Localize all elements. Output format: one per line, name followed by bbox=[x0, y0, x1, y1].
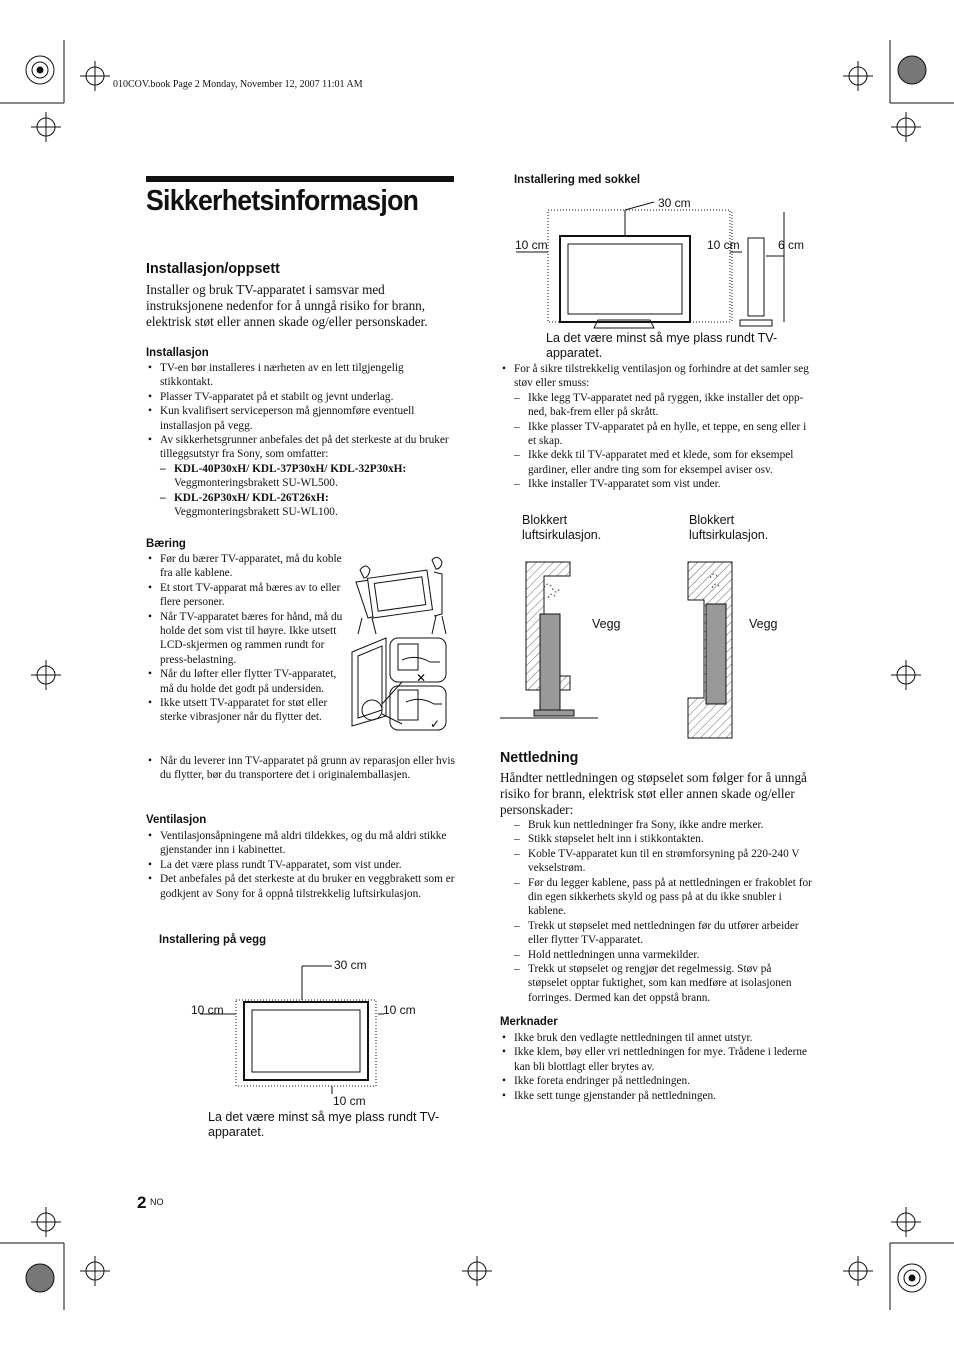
wall-top-label: 30 cm bbox=[334, 958, 367, 972]
model-bracket: Veggmonteringsbrakett SU-WL500. bbox=[174, 477, 338, 490]
power-intro: Håndter nettledningen og støpselet som følger for å unngå risiko for brann, elektrisk støt eller annen skade og/eller personskader: bbox=[500, 770, 807, 817]
stand-caption: La det være minst så mye plass rundt TV-apparatet. bbox=[546, 331, 778, 360]
list-item: – Stikk støpselet helt inn i stikkontakten. bbox=[500, 832, 812, 846]
file-info: 010COV.book Page 2 Monday, November 12, 2007 11:01 AM bbox=[113, 79, 363, 90]
page-title: Sikkerhetsinformasjon bbox=[146, 185, 419, 217]
list-item: – Bruk kun nettledninger fra Sony, ikke andre merker. bbox=[500, 818, 812, 832]
installasjon-heading: Installasjon bbox=[146, 345, 209, 359]
carrying-illustration bbox=[346, 552, 456, 732]
list-item: • Når du løfter eller flytter TV-apparatet, må du holde det godt på undersiden. bbox=[146, 667, 346, 696]
model-entry: – KDL-26P30xH/ KDL-26T26xH: Veggmonteringsbrakett SU-WL100. bbox=[160, 491, 338, 519]
wall-left-text: Vegg bbox=[592, 617, 621, 631]
model-bracket: Veggmonteringsbrakett SU-WL100. bbox=[174, 506, 338, 519]
wall-caption: La det være minst så mye plass rundt TV-apparatet. bbox=[208, 1110, 440, 1139]
list-item: • Før du bærer TV-apparatet, må du koble fra alle kablene. bbox=[146, 552, 346, 581]
svg-text:✓: ✓ bbox=[430, 717, 441, 731]
vent-extra bbox=[500, 362, 812, 492]
list-item: • TV-en bør installeres i nærheten av en lett tilgjengelig stikkontakt. bbox=[146, 361, 458, 390]
list-item: • Ikke bruk den vedlagte nettledningen til annet utstyr. bbox=[500, 1031, 812, 1045]
list-item: • Ikke klem, bøy eller vri nettledningen for mye. Trådene i lederne kan bli blottlagt eller brytes av. bbox=[500, 1045, 812, 1074]
model-name: KDL-26P30xH/ KDL-26T26xH: bbox=[174, 491, 329, 504]
stand-diagram bbox=[512, 196, 822, 326]
baering-list-narrow bbox=[146, 552, 346, 725]
wall-right-text: Vegg bbox=[749, 617, 778, 631]
title-rule bbox=[146, 176, 454, 182]
blocked-left-label: Blokkert luftsirkulasjon. bbox=[522, 513, 602, 542]
notes-heading: Merknader bbox=[500, 1014, 558, 1028]
list-item: • Ikke foreta endringer på nettledningen. bbox=[500, 1074, 812, 1088]
baering-heading: Bæring bbox=[146, 536, 186, 550]
stand-right-label: 10 cm bbox=[707, 238, 740, 252]
list-item: – Ikke legg TV-apparatet ned på ryggen, ikke installer det opp-ned, bak-frem eller på skrått. bbox=[500, 391, 812, 420]
power-heading: Nettledning bbox=[500, 749, 579, 766]
list-item: • Det anbefales på det sterkeste at du bruker en veggbrakett som er godkjent av Sony for å oppnå tilstrekkelig luftsirkulasjon. bbox=[146, 872, 458, 901]
model-name: KDL-40P30xH/ KDL-37P30xH/ KDL-32P30xH: bbox=[174, 462, 407, 475]
svg-text:✕: ✕ bbox=[416, 671, 427, 685]
stand-top-label: 30 cm bbox=[658, 196, 691, 210]
notes-list bbox=[500, 1031, 812, 1103]
stand-figure-heading: Installering med sokkel bbox=[514, 172, 641, 186]
install-intro: Installer og bruk TV-apparatet i samsvar med instruksjonene nedenfor for å unngå risiko for brann, elektrisk støt eller annen skade og/eller personskader. bbox=[146, 282, 428, 329]
list-item: – Koble TV-apparatet kun til en strømforsyning på 220-240 V vekselstrøm. bbox=[500, 847, 812, 876]
power-list bbox=[500, 818, 812, 1005]
wall-mount-diagram bbox=[188, 960, 428, 1100]
list-item: – Ikke dekk til TV-apparatet med et klede, som for eksempel gardiner, eller andre ting som for eksempel aviser osv. bbox=[500, 448, 812, 477]
stand-side-label: 6 cm bbox=[778, 238, 805, 252]
list-item: – Hold nettledningen unna varmekilder. bbox=[500, 948, 812, 962]
ventilasjon-list bbox=[146, 829, 458, 901]
list-item: • Ikke utsett TV-apparatet for støt eller sterke vibrasjoner når du flytter det. bbox=[146, 696, 346, 725]
list-item: • Når du leverer inn TV-apparatet på grunn av reparasjon eller hvis du flytter, bør du transportere det i originalemballasjen. bbox=[146, 754, 458, 783]
list-item: – Før du legger kablene, pass på at nettledningen er frakoblet for din egen sikkerhets skyld og pass på at du ikke snubler i kablene. bbox=[500, 876, 812, 919]
list-item: • Kun kvalifisert serviceperson må gjennomføre eventuell installasjon på vegg. bbox=[146, 404, 458, 433]
list-item: • Når TV-apparatet bæres for hånd, må du holde det som vist til høyre. Ikke utsett LCD-skjermen og rammen rundt for press-belastning. bbox=[146, 610, 346, 668]
wall-left-label: 10 cm bbox=[191, 1003, 224, 1017]
baering-list-wide bbox=[146, 754, 458, 783]
list-item: • Plasser TV-apparatet på et stabilt og jevnt underlag. bbox=[146, 390, 458, 404]
blocked-airflow-diagram bbox=[498, 558, 768, 738]
installasjon-list bbox=[146, 361, 458, 519]
list-item: – Trekk ut støpselet og rengjør det regelmessig. Støv på støpselet opptar fuktighet, som kan medføre at isolasjonen forringes. Dermed kan det oppstå brann. bbox=[500, 962, 812, 1005]
model-entry: – KDL-40P30xH/ KDL-37P30xH/ KDL-32P30xH: Veggmonteringsbrakett SU-WL500. bbox=[160, 462, 407, 490]
wall-figure-heading: Installering på vegg bbox=[159, 932, 267, 946]
install-heading: Installasjon/oppsett bbox=[146, 260, 280, 277]
blocked-right-label: Blokkert luftsirkulasjon. bbox=[689, 513, 769, 542]
list-item: • Ventilasjonsåpningene må aldri tildekkes, og du må aldri stikke gjenstander inn i kabinettet. bbox=[146, 829, 458, 858]
page-number: 2 bbox=[137, 1193, 147, 1212]
list-item: • La det være plass rundt TV-apparatet, som vist under. bbox=[146, 858, 458, 872]
wall-right-label: 10 cm bbox=[383, 1003, 416, 1017]
list-item: • Et stort TV-apparat må bæres av to eller flere personer. bbox=[146, 581, 346, 610]
list-item: • Av sikkerhetsgrunner anbefales det på det sterkeste at du bruker tilleggsutstyr fra Sony, som omfatter: bbox=[146, 433, 458, 462]
language-code: NO bbox=[150, 1197, 164, 1207]
wall-bottom-label: 10 cm bbox=[333, 1094, 366, 1108]
ventilasjon-heading: Ventilasjon bbox=[146, 812, 207, 826]
list-item: – Ikke plasser TV-apparatet på en hylle, et teppe, en seng eller i et skap. bbox=[500, 420, 812, 449]
list-item: • For å sikre tilstrekkelig ventilasjon og forhindre at det samler seg støv eller smuss: bbox=[500, 362, 812, 391]
stand-left-label: 10 cm bbox=[515, 238, 548, 252]
list-item: – Trekk ut støpselet med nettledningen før du utfører arbeider eller flytter TV-apparatet. bbox=[500, 919, 812, 948]
list-item: • Ikke sett tunge gjenstander på nettledningen. bbox=[500, 1089, 812, 1103]
list-item: – Ikke installer TV-apparatet som vist under. bbox=[500, 477, 812, 491]
